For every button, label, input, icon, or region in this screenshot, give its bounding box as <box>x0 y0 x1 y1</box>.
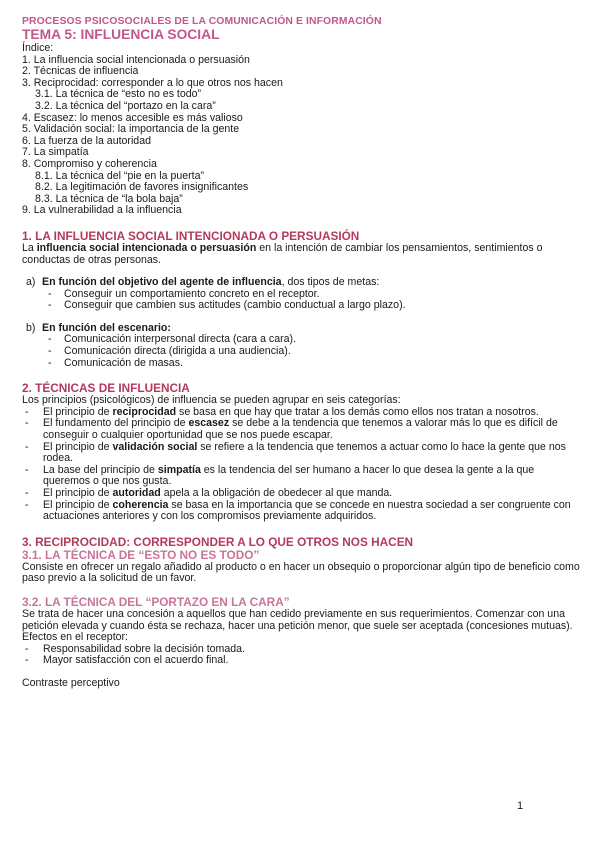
list-item-text: Comunicación de masas. <box>64 356 183 369</box>
principle-item: - La base del principio de simpatía es la tendencia del ser humano a hacer lo que desea la gente a la que queremos o que nos gusta. <box>25 463 535 488</box>
list-a-rest: , dos tipos de metas: <box>281 276 380 289</box>
list-item: - Conseguir que cambien sus actitudes (cambio conductual a largo plazo). <box>48 299 406 312</box>
contrast-label: Contraste perceptivo <box>22 676 120 689</box>
principle-post: se debe a la tendencia que tenemos a valorar más lo que es difícil de conseguir o cualquier oportunidad que se nos puede escapar. <box>43 417 558 442</box>
index-subitem: 8.2. La legitimación de favores insignificantes <box>35 181 249 194</box>
index-subitem: 3.1. La técnica de “esto no es todo” <box>35 88 202 101</box>
subsection-3-1-heading: 3.1. LA TÉCNICA DE “ESTO NO ES TODO” <box>22 547 260 562</box>
list-a <box>22 277 584 312</box>
effect-text: Mayor satisfacción con el acuerdo final. <box>43 654 229 667</box>
index-item: 4. Escasez: lo menos accesible es más valioso <box>22 111 243 124</box>
section-3-heading: 3. RECIPROCIDAD: CORRESPONDER A LO QUE OTROS NOS HACEN <box>22 534 414 549</box>
subsection-3-2-heading: 3.2. LA TÉCNICA DEL “PORTAZO EN LA CARA” <box>22 594 290 609</box>
principle-item: - El principio de coherencia se basa en la importancia que se concede en nuestra sociedad a ser congruente con actuaciones anteriores y con los compromisos previamente adquiridos. <box>25 498 571 523</box>
principle-bold: simpatía <box>157 463 201 476</box>
intro-bold: influencia social intencionada o persuasión <box>36 241 257 254</box>
index-item: 1. La influencia social intencionada o persuasión <box>22 53 250 66</box>
effects-label: Efectos en el receptor: <box>22 631 128 644</box>
effect-text: Responsabilidad sobre la decisión tomada. <box>43 642 245 655</box>
theme-title: TEMA 5: INFLUENCIA SOCIAL <box>22 27 220 42</box>
list-b <box>22 323 584 369</box>
course-title: PROCESOS PSICOSOCIALES DE LA COMUNICACIÓN E INFORMACIÓN <box>22 16 382 27</box>
index-subitem: 8.3. La técnica de “la bola baja” <box>35 192 183 205</box>
list-item: - Conseguir un comportamiento concreto en el receptor. <box>48 287 320 300</box>
list-item-text: Comunicación directa (dirigida a una audiencia). <box>64 345 291 358</box>
section-2-intro: Los principios (psicológicos) de influencia se pueden agrupar en seis categorías: <box>22 394 401 407</box>
index-subitem: 8.1. La técnica del “pie en la puerta” <box>35 169 205 182</box>
principle-item: - El principio de reciprocidad se basa en que hay que tratar a los demás como ellos nos tratan a nosotros. <box>25 405 539 418</box>
list-item: - Comunicación de masas. <box>48 356 183 369</box>
principle-item: - El principio de validación social se refiere a la tendencia que tenemos a actuar como lo hace la gente que nos rodea. <box>25 440 566 465</box>
index-list <box>22 55 584 217</box>
effect-item: - Responsabilidad sobre la decisión tomada. <box>25 642 245 655</box>
subsection-3-2-text: Se trata de hacer una concesión a aquellos que han cedido previamente en sus requerimientos. Comenzar con una petición elevada y cuando ésta se rechaza, hacer una petición menor, que suele ser aceptada (concesiones mutuas). <box>22 607 573 632</box>
intro-pre: La <box>22 241 37 254</box>
principle-bold: escasez <box>188 417 230 430</box>
section-1-heading: 1. LA INFLUENCIA SOCIAL INTENCIONADA O PERSUASIÓN <box>22 228 360 243</box>
index-subitem: 3.2. La técnica del “portazo en la cara” <box>35 99 216 112</box>
intro-post: en la intención de cambiar los pensamientos, sentimientos o conductas de otras personas. <box>22 241 543 266</box>
page-number: 1 <box>517 800 524 812</box>
list-a-marker: a) <box>26 276 36 289</box>
document-page <box>22 16 584 690</box>
principle-bold: reciprocidad <box>112 405 177 418</box>
index-item: 5. Validación social: la importancia de la gente <box>22 123 240 136</box>
principle-pre: El principio de <box>43 487 113 499</box>
principle-pre: El fundamento del principio de <box>43 417 189 430</box>
section-2-heading: 2. TÉCNICAS DE INFLUENCIA <box>22 381 190 396</box>
principle-pre: El principio de <box>43 405 113 418</box>
list-item-text: Conseguir un comportamiento concreto en el receptor. <box>64 287 320 300</box>
principle-bold: autoridad <box>112 487 161 499</box>
list-a-bold: En función del objetivo del agente de influencia <box>42 276 282 289</box>
index-item: 8. Compromiso y coherencia <box>22 157 157 170</box>
list-b-bold: En función del escenario: <box>42 321 171 334</box>
index-item: 9. La vulnerabilidad a la influencia <box>22 204 182 217</box>
index-label: Índice: <box>22 42 54 54</box>
list-item-text: Comunicación interpersonal directa (cara a cara). <box>64 333 296 346</box>
index-item: 7. La simpatía <box>22 146 89 159</box>
principle-pre: El principio de <box>43 498 113 511</box>
principle-bold: coherencia <box>112 498 169 511</box>
principle-post: se basa en la importancia que se concede en nuestra sociedad a ser congruente con actuaciones anteriores y con los compromisos previamente adquiridos. <box>43 498 571 523</box>
principle-item: - El fundamento del principio de escasez se debe a la tendencia que tenemos a valorar más lo que es difícil de conseguir o cualquier oportunidad que se nos puede escapar. <box>25 417 558 442</box>
list-item: - Comunicación interpersonal directa (cara a cara). <box>48 333 296 346</box>
list-item: - Comunicación directa (dirigida a una audiencia). <box>48 345 291 358</box>
principle-post: apela a la obligación de obedecer al que manda. <box>160 487 393 499</box>
list-b-marker: b) <box>26 321 36 334</box>
principle-item: - El principio de autoridad apela a la obligación de obedecer al que manda. <box>25 487 393 499</box>
principle-post: se basa en que hay que tratar a los demás como ellos nos tratan a nosotros. <box>176 405 539 418</box>
principle-pre: El principio de <box>43 440 113 453</box>
principle-post: es la tendencia del ser humano a hacer lo que desea la gente a la que queremos o que nos gusta. <box>43 463 535 488</box>
section-reciprocity <box>22 536 584 690</box>
principle-bold: validación social <box>112 440 198 453</box>
principle-pre: La base del principio de <box>43 463 158 476</box>
section-persuasion <box>22 230 584 369</box>
index-item: 6. La fuerza de la autoridad <box>22 134 151 147</box>
index-item: 3. Reciprocidad: corresponder a lo que otros nos hacen <box>22 76 283 89</box>
list-item-text: Conseguir que cambien sus actitudes (cambio conductual a largo plazo). <box>64 299 406 312</box>
section-1-intro <box>22 243 584 266</box>
principle-post: se refiere a la tendencia que tenemos a actuar como lo hace la gente que nos rodea. <box>43 440 566 465</box>
subsection-3-1-text: Consiste en ofrecer un regalo añadido al producto o en hacer un obsequio o proporcionar algún tipo de beneficio como paso previo a la solicitud de un favor. <box>22 560 580 585</box>
index-item: 2. Técnicas de influencia <box>22 65 139 78</box>
section-techniques <box>22 382 584 523</box>
effect-item: - Mayor satisfacción con el acuerdo final. <box>25 654 229 667</box>
